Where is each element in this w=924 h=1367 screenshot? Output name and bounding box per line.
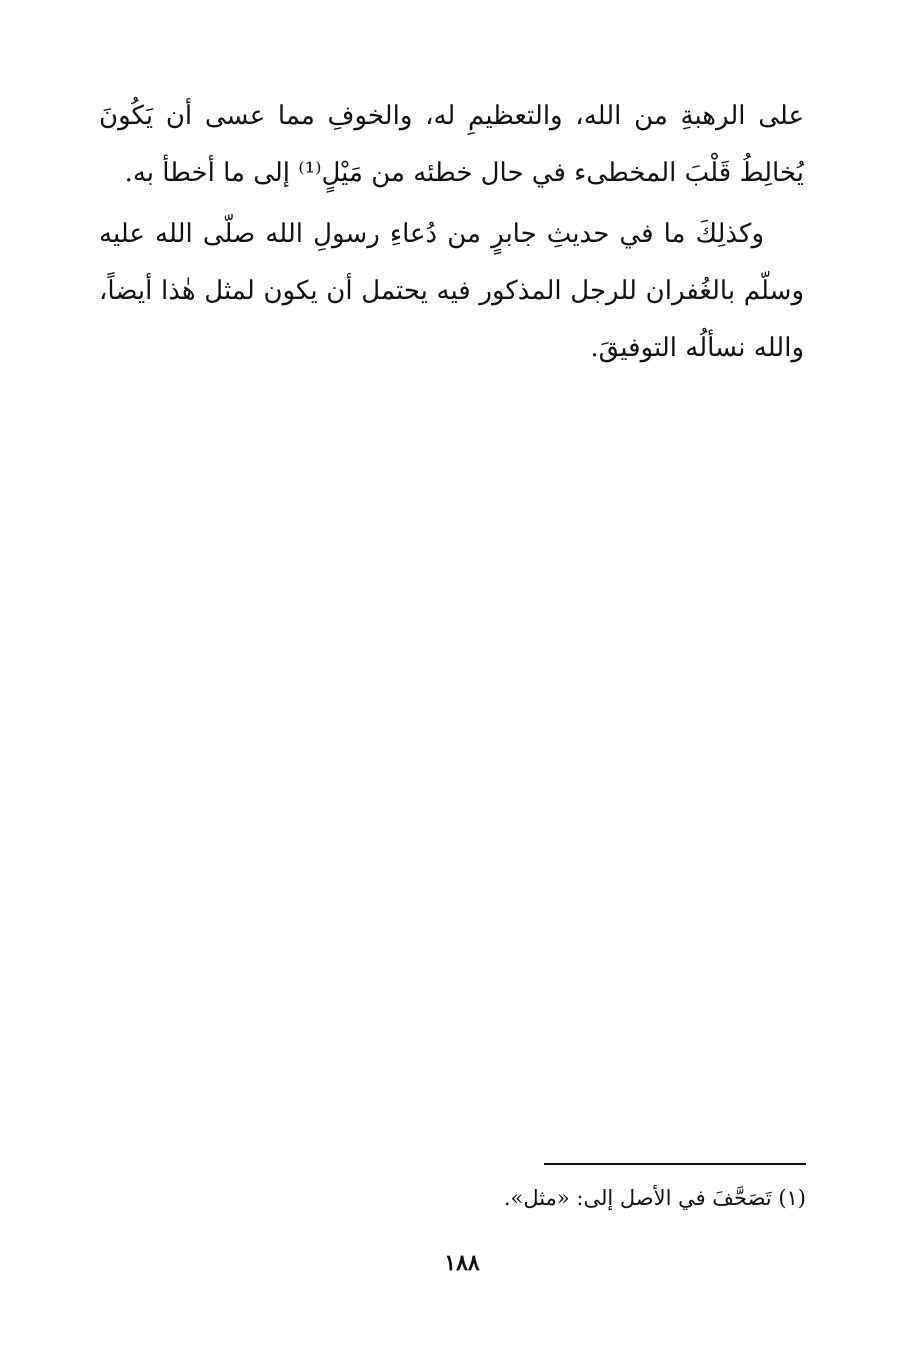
footnote-1: (١) تَصَحَّفَ في الأصل إلى: «مثل».: [503, 1186, 806, 1210]
page-number: ١٨٨: [444, 1250, 480, 1276]
body-paragraph-1: على الرهبةِ من الله، والتعظيمِ له، والخوفِ مما عسى أن يَكُونَ يُخالِطُ قَلْبَ المخطىء في حال خطئه من مَيْلٍ⁽¹⁾ إلى ما أخطأ به.: [99, 101, 804, 188]
footnote-divider: [544, 1163, 806, 1165]
body-paragraph-2: وكذلِكَ ما في حديثِ جابرٍ من دُعاءِ رسولِ الله صلّى الله عليه وسلّم بالغُفران للرجل المذكور فيه يحتمل أن يكون لمثل هٰذا أيضاً، والله نسألُه التوفيقَ.: [99, 219, 804, 363]
